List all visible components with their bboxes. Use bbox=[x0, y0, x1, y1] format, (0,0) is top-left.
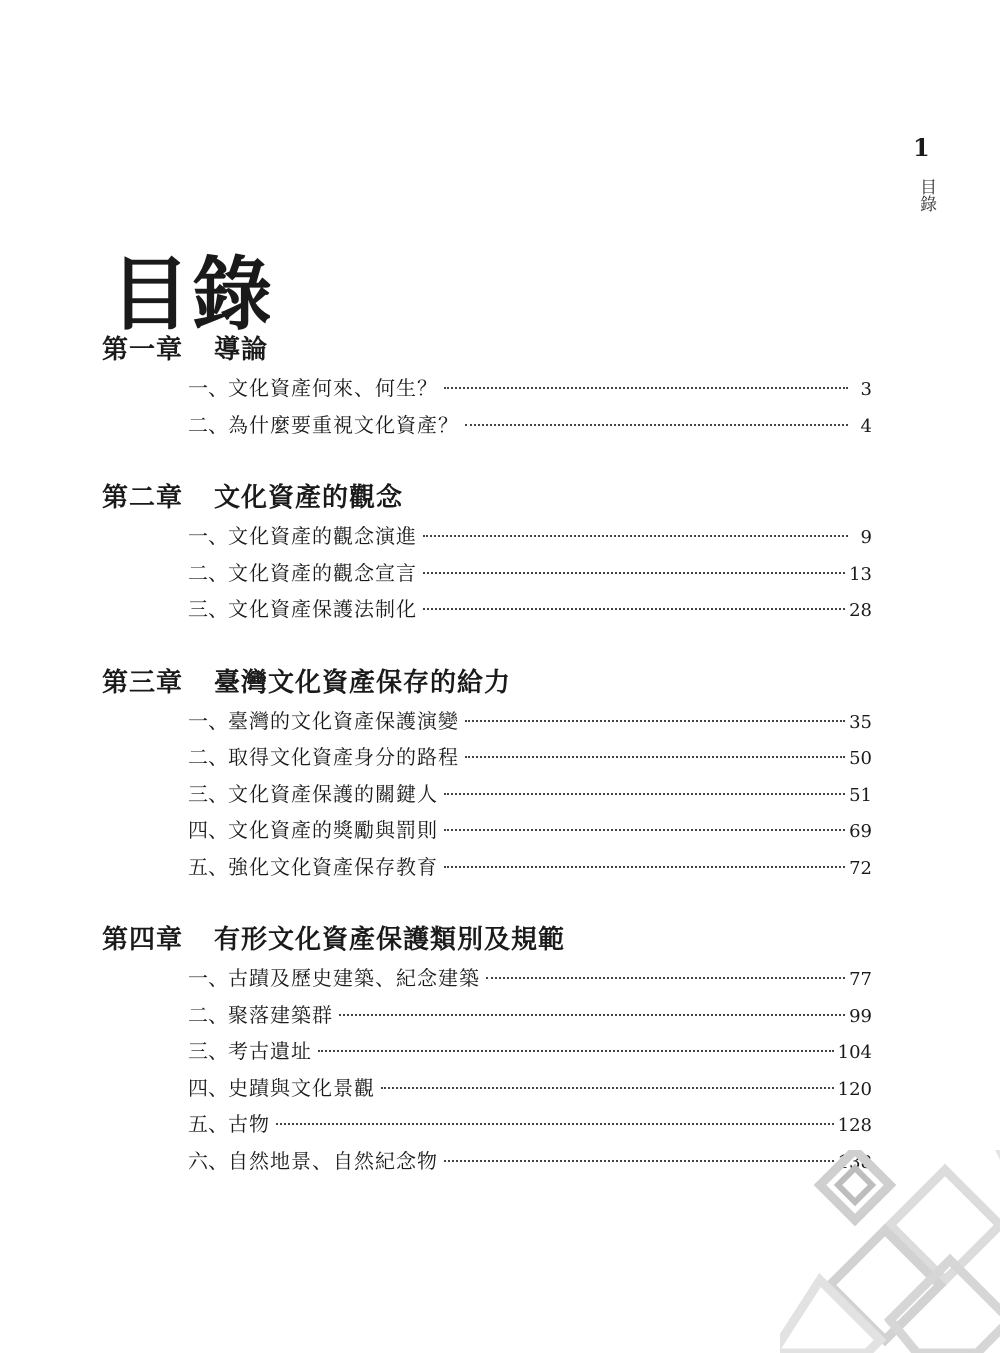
entry-number: 五、 bbox=[188, 1112, 228, 1136]
entry-number: 二、 bbox=[188, 412, 228, 437]
entry-title: 考古遺址 bbox=[228, 1039, 312, 1063]
toc-entry[interactable] bbox=[188, 703, 872, 740]
dot-leader bbox=[423, 535, 848, 537]
toc-entry[interactable] bbox=[188, 1106, 872, 1143]
entry-page: 13 bbox=[849, 563, 872, 585]
dot-leader bbox=[423, 608, 845, 610]
chapter-number: 第二章 bbox=[102, 483, 184, 513]
chapter-4 bbox=[102, 920, 872, 1179]
entry-title: 文化資產的觀念宣言 bbox=[228, 560, 417, 585]
entry-title: 取得文化資產身分的路程 bbox=[228, 745, 459, 769]
chapter-heading bbox=[102, 330, 872, 370]
entry-title: 文化資產保護法制化 bbox=[228, 597, 417, 621]
dot-leader bbox=[465, 424, 848, 426]
toc-entry[interactable] bbox=[188, 1033, 872, 1070]
toc-entry[interactable] bbox=[188, 812, 872, 849]
entry-number: 六、 bbox=[188, 1148, 228, 1173]
toc-entry[interactable] bbox=[188, 591, 872, 628]
entry-number: 三、 bbox=[188, 1039, 228, 1063]
dot-leader bbox=[444, 866, 845, 868]
entry-number: 五、 bbox=[188, 854, 228, 879]
entry-number: 一、 bbox=[188, 524, 228, 548]
page-number: 1 bbox=[913, 133, 930, 162]
entry-title: 史蹟與文化景觀 bbox=[228, 1075, 375, 1100]
entry-number: 二、 bbox=[188, 1002, 228, 1027]
entry-page: 28 bbox=[849, 600, 872, 621]
page-title: 目錄 bbox=[110, 246, 274, 341]
entry-title: 聚落建築群 bbox=[228, 1002, 333, 1027]
entry-title: 強化文化資產保存教育 bbox=[228, 854, 438, 879]
toc-entry[interactable] bbox=[188, 960, 872, 997]
toc-entry[interactable] bbox=[188, 370, 872, 407]
toc-entry[interactable] bbox=[188, 407, 872, 444]
toc-entry[interactable] bbox=[188, 776, 872, 813]
entry-title: 自然地景、自然紀念物 bbox=[228, 1148, 438, 1173]
entry-number: 一、 bbox=[188, 708, 228, 733]
dot-leader bbox=[486, 977, 845, 979]
dot-leader bbox=[423, 572, 845, 574]
entry-page: 104 bbox=[837, 1042, 872, 1063]
entry-number: 三、 bbox=[188, 597, 228, 621]
entry-page: 35 bbox=[849, 711, 872, 733]
entry-title: 古物 bbox=[228, 1112, 270, 1136]
chapter-title: 文化資產的觀念 bbox=[214, 483, 404, 513]
entry-number: 二、 bbox=[188, 745, 228, 769]
entry-page: 4 bbox=[860, 415, 872, 437]
toc-entry[interactable] bbox=[188, 555, 872, 592]
chapter-title: 臺灣文化資產保存的給力 bbox=[214, 667, 512, 698]
toc-entry[interactable] bbox=[188, 997, 872, 1034]
entry-page: 72 bbox=[849, 857, 872, 879]
entry-number: 一、 bbox=[188, 376, 228, 400]
entry-title: 文化資產何來、何生？ bbox=[228, 376, 438, 400]
chapter-title: 導論 bbox=[214, 335, 269, 365]
entry-page: 138 bbox=[837, 1151, 872, 1173]
dot-leader bbox=[276, 1123, 834, 1125]
toc-entry[interactable] bbox=[188, 849, 872, 886]
toc-entry[interactable] bbox=[188, 739, 872, 776]
entry-page: 120 bbox=[837, 1078, 872, 1100]
entry-title: 古蹟及歷史建築、紀念建築 bbox=[228, 966, 480, 990]
dot-leader bbox=[444, 793, 845, 795]
running-head: 目錄 bbox=[916, 178, 936, 212]
chapter-title: 有形文化資產保護類別及規範 bbox=[214, 925, 566, 955]
chapter-heading bbox=[102, 920, 872, 960]
chapter-heading bbox=[102, 478, 872, 518]
entry-title: 文化資產的觀念演進 bbox=[228, 524, 417, 548]
toc-entry[interactable] bbox=[188, 1143, 872, 1180]
entry-title: 文化資產的獎勵與罰則 bbox=[228, 818, 438, 842]
table-of-contents bbox=[102, 330, 872, 1179]
entry-page: 9 bbox=[860, 527, 872, 548]
entry-page: 69 bbox=[849, 821, 872, 842]
diamond-pattern-icon bbox=[780, 1150, 1000, 1353]
chapter-number: 第四章 bbox=[102, 925, 184, 955]
entry-title: 文化資產保護的關鍵人 bbox=[228, 781, 438, 806]
dot-leader bbox=[318, 1050, 834, 1052]
entry-page: 99 bbox=[849, 1005, 872, 1027]
chapter-number: 第三章 bbox=[102, 667, 184, 698]
dot-leader bbox=[444, 1160, 834, 1162]
entry-title: 為什麼要重視文化資產？ bbox=[228, 412, 459, 437]
entry-page: 50 bbox=[849, 748, 872, 769]
entry-page: 3 bbox=[860, 379, 872, 400]
entry-number: 二、 bbox=[188, 560, 228, 585]
entry-number: 三、 bbox=[188, 781, 228, 806]
chapter-2 bbox=[102, 478, 872, 628]
dot-leader bbox=[465, 756, 845, 758]
chapter-3 bbox=[102, 663, 872, 886]
entry-page: 51 bbox=[849, 784, 872, 806]
entry-number: 四、 bbox=[188, 818, 228, 842]
toc-entry[interactable] bbox=[188, 1070, 872, 1107]
chapter-heading bbox=[102, 663, 872, 703]
dot-leader bbox=[444, 829, 845, 831]
entry-number: 四、 bbox=[188, 1075, 228, 1100]
entry-title: 臺灣的文化資產保護演變 bbox=[228, 708, 459, 733]
entry-page: 77 bbox=[849, 969, 872, 990]
dot-leader bbox=[381, 1087, 834, 1089]
entry-page: 128 bbox=[837, 1115, 872, 1136]
entry-number: 一、 bbox=[188, 966, 228, 990]
toc-entry[interactable] bbox=[188, 518, 872, 555]
dot-leader bbox=[444, 387, 848, 389]
dot-leader bbox=[339, 1014, 845, 1016]
chapter-number: 第一章 bbox=[102, 335, 184, 365]
dot-leader bbox=[465, 720, 845, 722]
chapter-1 bbox=[102, 330, 872, 443]
